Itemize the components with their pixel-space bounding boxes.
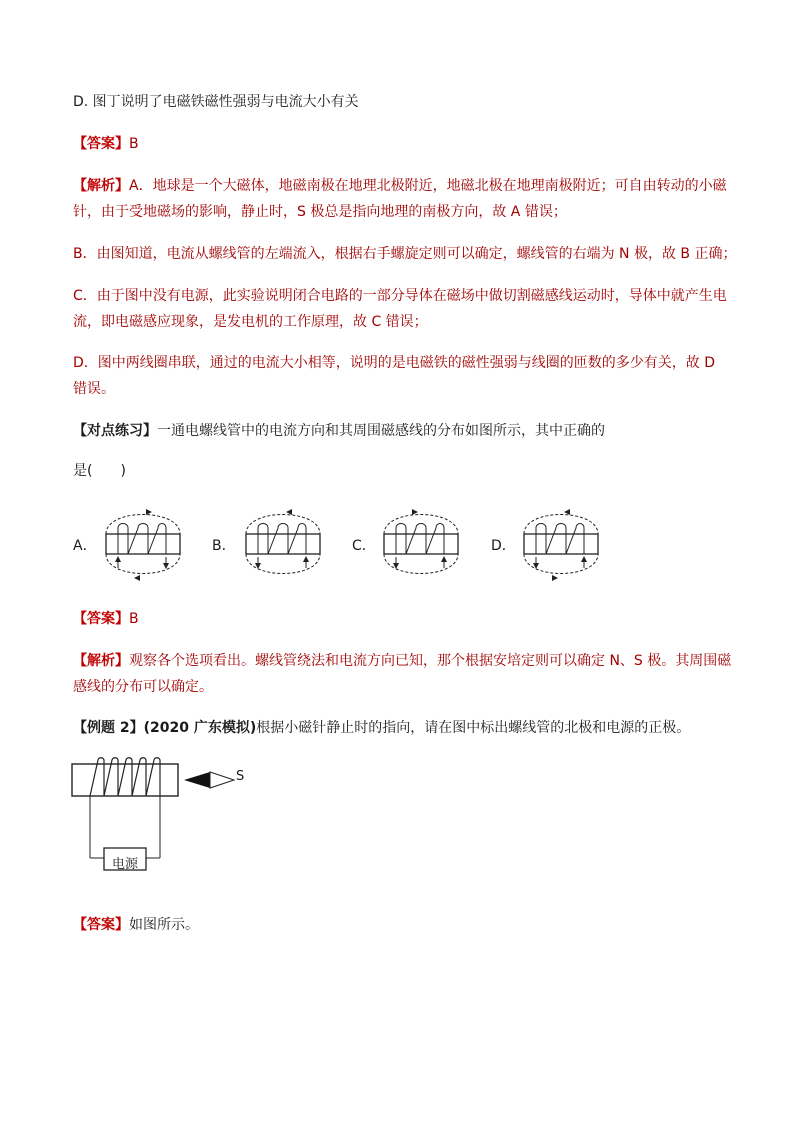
option-d-label: D．: [491, 538, 516, 554]
option-c-label: C．: [352, 538, 376, 554]
practice-question-line-2: 是( ): [73, 463, 126, 479]
solenoid-diagram-a: [94, 508, 192, 582]
needle-s-label: S: [236, 769, 245, 784]
explanation-1-line-c2: 流，即电磁感应现象，是发电机的工作原理，故 C 错误；: [73, 314, 428, 330]
practice-question-line-1: [73, 421, 605, 441]
explanation-1-line-c1: C．由于图中没有电源，此实验说明闭合电路的一部分导体在磁场中做切割磁感线运动时，导体中就产生电: [73, 288, 727, 304]
solenoid-diagram-c: [372, 508, 470, 582]
explanation-tag: 【解析】: [73, 653, 129, 669]
answer-value: 如图所示。: [129, 917, 199, 933]
answer-tag: 【答案】: [73, 611, 129, 627]
solenoid-diagram-d: [512, 508, 610, 582]
answer-2: [73, 609, 139, 629]
answer-tag: 【答案】: [73, 136, 129, 152]
example-tag: 【例题 2】: [73, 720, 144, 736]
example-source: (2020 广东模拟): [143, 720, 257, 736]
practice-tag: 【对点练习】: [73, 423, 157, 439]
answer-value: B: [129, 136, 139, 152]
answer-value: B: [129, 611, 139, 627]
explanation-text: 观察各个选项看出。螺线管绕法和电流方向已知，那个根据安培定则可以确定 N、S 极。其周围磁: [129, 653, 732, 669]
explanation-2-line-1: [73, 651, 731, 671]
power-source-label: 电源: [111, 857, 138, 872]
option-b-label: B．: [212, 538, 236, 554]
explanation-1-line-b: B．由图知道，电流从螺线管的左端流入，根据右手螺旋定则可以确定，螺线管的右端为 N 极，故 B 正确；: [73, 246, 737, 262]
explanation-1-line-a1: [73, 176, 727, 196]
answer-3: [73, 915, 199, 935]
example-question-text: 根据小磁针静止时的指向，请在图中标出螺线管的北极和电源的正极。: [256, 720, 691, 736]
explanation-2-line-2: 感线的分布可以确定。: [73, 679, 213, 695]
explanation-1-line-a2: 针，由于受地磁场的影响，静止时，S 极总是指向地理的南极方向，故 A 错误；: [73, 204, 567, 220]
answer-tag: 【答案】: [73, 917, 129, 933]
example-2-question: [73, 718, 690, 738]
solenoid-diagram-b: [234, 508, 332, 582]
answer-1: [73, 134, 139, 154]
option-a-label: A．: [73, 538, 97, 554]
explanation-1-line-d1: D．图中两线圈串联，通过的电流大小相等，说明的是电磁铁的磁性强弱与线圈的匝数的多少有关，故 D: [73, 355, 716, 371]
explanation-1-line-d2: 错误。: [73, 381, 115, 397]
explanation-tag: 【解析】: [73, 178, 129, 194]
explanation-text: A．地球是一个大磁体，地磁南极在地理北极附近，地磁北极在地理南极附近；可自由转动的小磁: [129, 178, 727, 194]
option-d-text: D. 图丁说明了电磁铁磁性强弱与电流大小有关: [73, 94, 359, 110]
practice-question-text: 一通电螺线管中的电流方向和其周围磁感线的分布如图所示，其中正确的: [157, 423, 605, 439]
solenoid-circuit-figure: [70, 758, 250, 882]
